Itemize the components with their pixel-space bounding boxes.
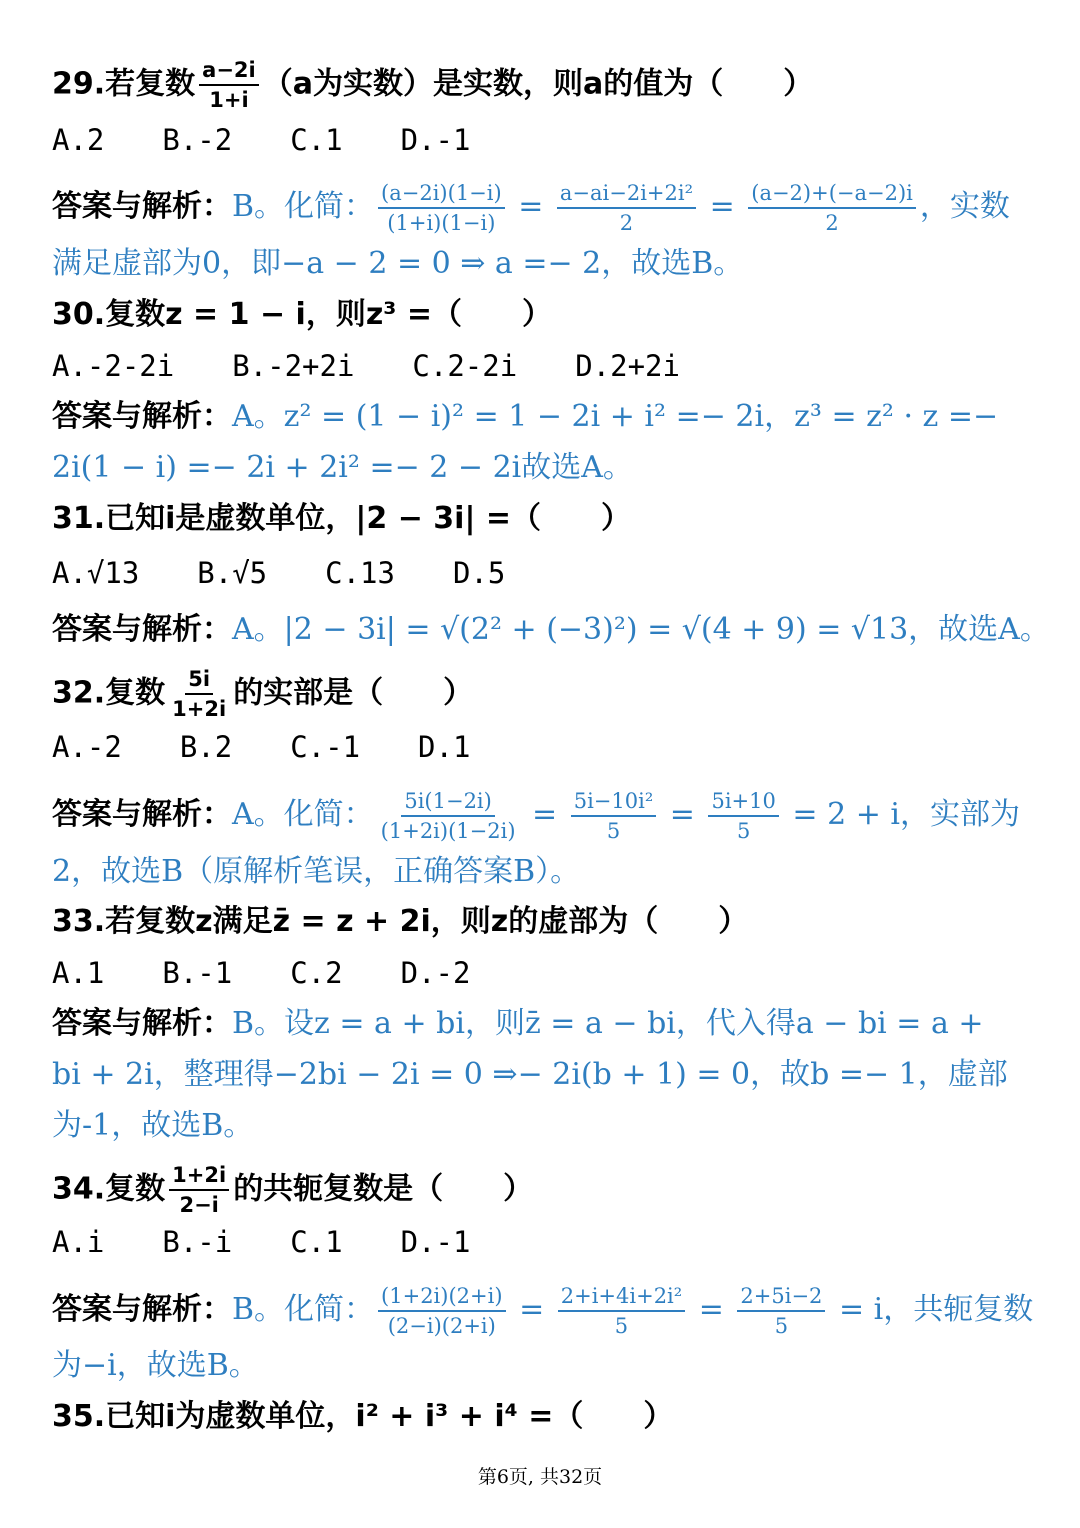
question-32 [52,667,1028,721]
fraction: $\frac{5i(1-2i)}{(1+2i)(1-2i)}$ [380,789,516,843]
fraction: $\frac{2+5i-2}{5}$ [737,1284,825,1338]
page-number: 第6页, 共32页 [477,1466,603,1488]
question-text: 的共轭复数是（ ） [233,1171,534,1207]
answer-32-line-2: 2，故选B（原解析笔误，正确答案B）。 [52,854,581,889]
answer-34-line-1: 答案与解析：B。化简： $\frac{(1+2i)(2+i)}{(2-i)(2+i)}$ = $\frac{\text{2+i+4i+2i²}}{5}$ = $\frac{2+5i-2}{5}$ = i，共轭复数 [52,1284,1034,1338]
fraction: $\frac{1+2i}{2-i}$ [169,1163,229,1217]
answer-label: 答案与解析： [52,189,232,224]
answer-34-line-2: 为−i，故选B。 [52,1348,259,1383]
answer-30-line-1: 答案与解析：A。z² = (1 − i)² = 1 − 2i + i² =− 2i，z³ = z² · z =− [52,399,999,434]
fraction: $\frac{(a-2i)(1-i)}{(1+i)(1-i)}$ [378,181,505,235]
options-29: A.2 B.-2 C.1 D.-1 [52,123,471,157]
question-29 [52,58,1028,112]
answer-33-line-1: 答案与解析：B。设z = a + bi，则z̄ = a − bi，代入得a − bi = a + [52,1006,984,1041]
options-33: A.1 B.-1 C.2 D.-2 [52,956,471,990]
answer-label: 答案与解析： [52,797,232,832]
question-30: 30.复数z = 1 − i，则z³ =（ ） [52,297,552,332]
question-text: 的实部是（ ） [233,675,474,711]
answer-label: 答案与解析： [52,399,232,434]
question-31: 31.已知i是虚数单位，|2 − 3i| =（ ） [52,501,631,536]
answer-label: 答案与解析： [52,612,232,647]
answer-31-line-1: 答案与解析：A。|2 − 3i| = √(2² + (−3)²) = √(4 + 9) = √13，故选A。 [52,612,1050,647]
question-33: 33.若复数z满足z̄ = z + 2i，则z的虚部为（ ） [52,904,749,939]
question-text: 32.复数 [52,675,166,711]
answer-29-line-1: 答案与解析：B。化简： $\frac{(a-2i)(1-i)}{(1+i)(1-i)}$ = $\frac{\text{a−ai−2i+2i²}}{2}$ = $\frac{(a-2)+(-a-2)i}{2}$ ，实数 [52,181,1010,235]
question-text: 34.复数 [52,1171,166,1207]
answer-30-line-2: 2i(1 − i) =− 2i + 2i² =− 2 − 2i故选A。 [52,450,633,485]
options-32: A.-2 B.2 C.-1 D.1 [52,730,471,764]
answer-label: 答案与解析： [52,1006,232,1041]
question-text: （a为实数）是实数，则a的值为（ ） [262,66,814,102]
question-35: 35.已知i为虚数单位，i² + i³ + i⁴ =（ ） [52,1399,674,1434]
answer-33-line-2: bi + 2i，整理得−2bi − 2i = 0 ⇒− 2i(b + 1) = 0，故b =− 1，虚部 [52,1057,1008,1092]
question-34 [52,1163,1028,1217]
fraction: $\frac{\text{2+i+4i+2i²}}{5}$ [558,1284,685,1338]
fraction: $\frac{a-2i}{1+i}$ [199,58,259,112]
answer-32-line-1: 答案与解析：A。化简： $\frac{5i(1-2i)}{(1+2i)(1-2i)}$ = $\frac{\text{5i−10i²}}{5}$ = $\frac{5i+10}{5}$ = 2 + i，实部为 [52,789,1020,843]
fraction: $\frac{5i+10}{5}$ [708,789,778,843]
answer-33-line-3: 为-1，故选B。 [52,1108,254,1143]
fraction: $\frac{\text{a−ai−2i+2i²}}{2}$ [557,181,696,235]
options-30: A.-2-2i B.-2+2i C.2-2i D.2+2i [52,349,680,383]
fraction: $\frac{(1+2i)(2+i)}{(2-i)(2+i)}$ [378,1284,505,1338]
fraction: $\frac{5i}{1+2i}$ [172,667,227,721]
fraction: $\frac{\text{5i−10i²}}{5}$ [571,789,657,843]
fraction: $\frac{(a-2)+(-a-2)i}{2}$ [748,181,916,235]
options-31: A.√13 B.√5 C.13 D.5 [52,556,506,590]
options-34: A.i B.-i C.1 D.-1 [52,1225,471,1259]
answer-label: 答案与解析： [52,1292,232,1327]
question-text: 29.若复数 [52,66,196,102]
answer-29-line-2: 满足虚部为0，即−a − 2 = 0 ⇒ a =− 2，故选B。 [52,246,744,281]
